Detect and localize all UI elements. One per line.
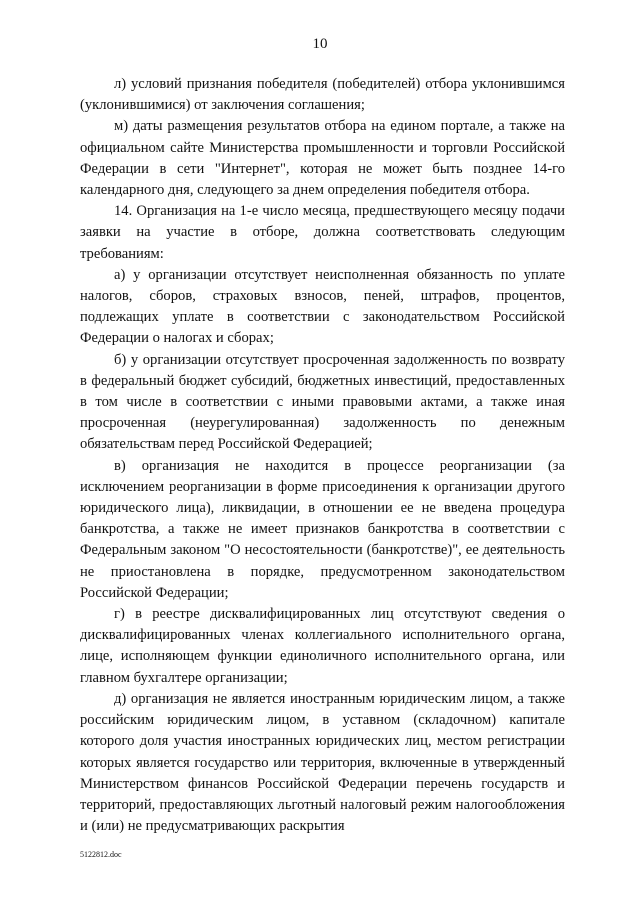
paragraph-section-14: 14. Организация на 1-е число месяца, предшествующего месяцу подачи заявки на участие в отборе, должна соответствовать следующим требованиям: [80, 203, 565, 262]
paragraph-item-m: м) даты размещения результатов отбора на едином портале, а также на официальном сайте Министерства промышленности и торговли Российской Федерации в сети "Интернет", которая не может быть позднее 14-го календарного дня, следующего за днем определения победителя отбора. [80, 118, 565, 199]
paragraph-item-g: г) в реестре дисквалифицированных лиц отсутствуют сведения о дисквалифицированных членах коллегиального исполнительного органа, лице, исполняющем функции единоличного исполнительного органа, или главном бухгалтере организации; [80, 606, 565, 686]
paragraph-item-l: л) условий признания победителя (победителей) отбора уклонившимся (уклонившимися) от заключения соглашения; [80, 76, 565, 114]
paragraph-item-a: а) у организации отсутствует неисполненная обязанность по уплате налогов, сборов, страховых взносов, пеней, штрафов, процентов, подлежащих уплате в соответствии с законодательством Российской Федерации о налогах и сборах; [80, 266, 565, 347]
page-number: 10 [312, 36, 328, 52]
paragraph-item-v: в) организация не находится в процессе реорганизации (за исключением реорганизации в форме присоединения к организации другого юридического лица), ликвидации, в отношении ее не введена процедура банкротства, а также не имеет признаков банкротства в соответствии с Федеральным законом "О несостоятельности (банкротстве)", ее деятельность не приостановлена в порядке, предусмотренном законодательством Российской Федерации; [80, 457, 565, 601]
paragraph-item-d: д) организация не является иностранным юридическим лицом, а также российским юридическим лицом, в уставном (складочном) капитале которого доля участия иностранных юридических лиц, местом регистрации которых является государство или территория, включенные в утвержденный Министерством финансов Российской Федерации перечень государств и территорий, предоставляющих льготный налоговый режим налогообложения и (или) не предусматривающих раскрытия [80, 690, 565, 835]
paragraph-item-b: б) у организации отсутствует просроченная задолженность по возврату в федеральный бюджет субсидий, бюджетных инвестиций, предоставленных в том числе в соответствии с иными правовыми актами, а также иная просроченная (неурегулированная) задолженность по денежным обязательствам перед Российской Федерацией; [80, 351, 565, 453]
document-file-reference: 5122812.doc [80, 850, 122, 859]
document-body [80, 74, 565, 837]
